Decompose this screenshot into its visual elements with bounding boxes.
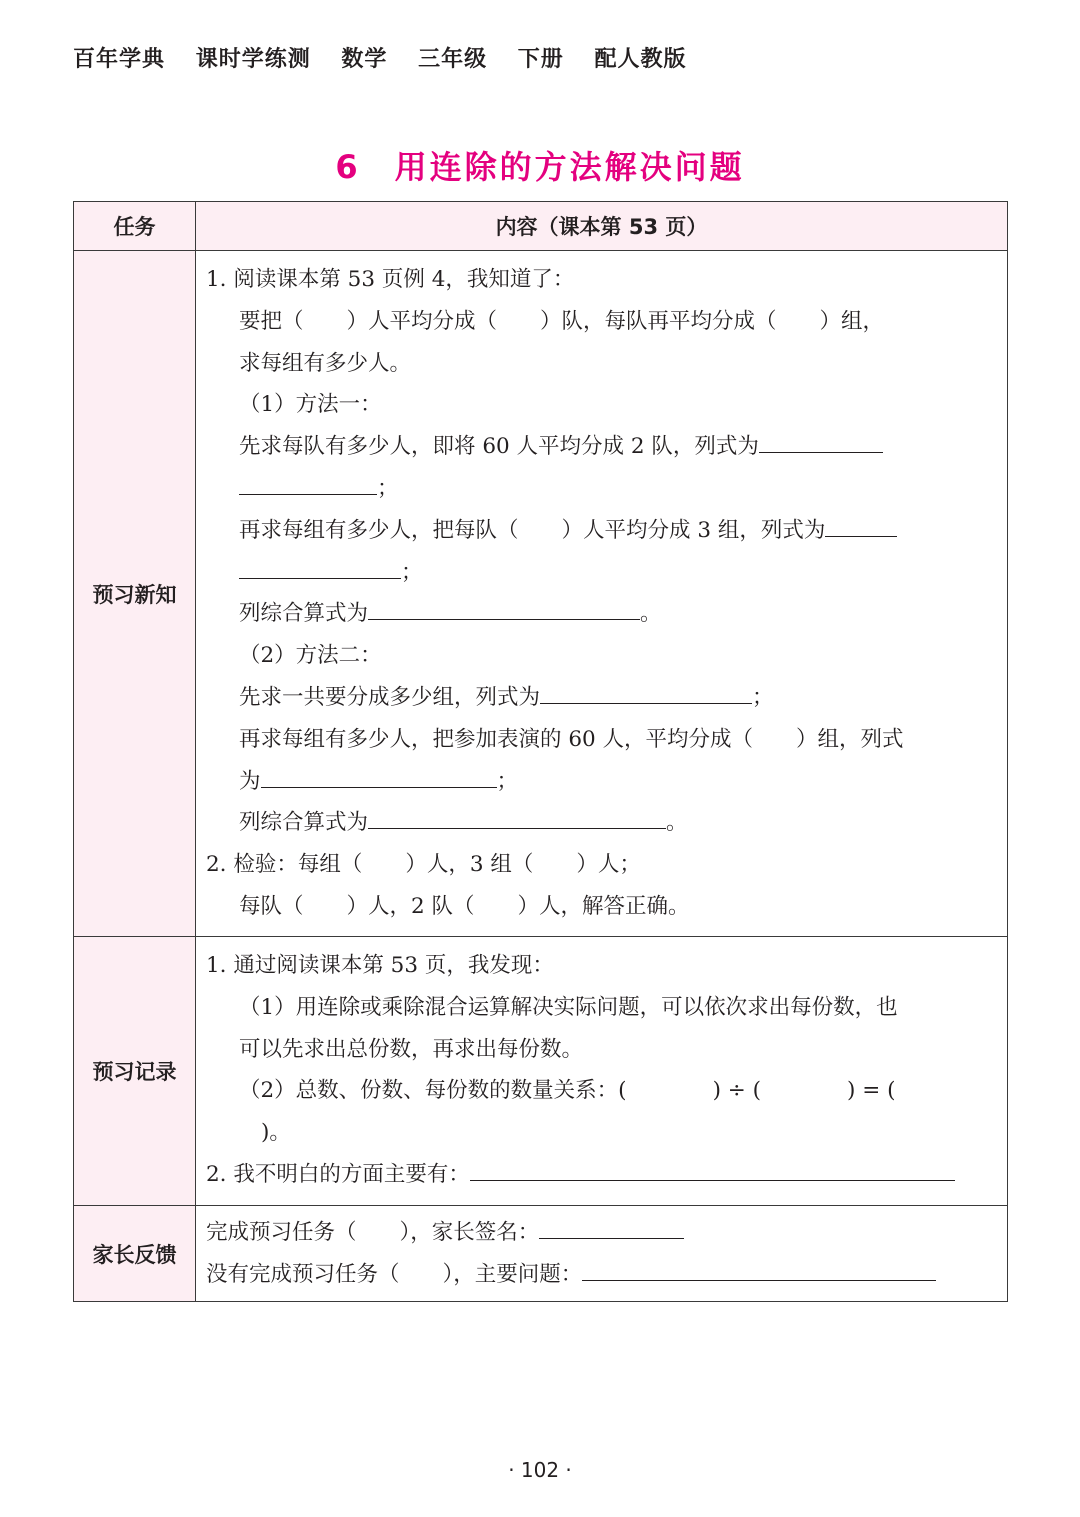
- header-grade: 三年级: [418, 47, 488, 72]
- record-finding-1: （1）用连除或乘除混合运算解决实际问题，可以依次求出每份数，也: [239, 994, 898, 1020]
- record-q2: 2. 我不明白的方面主要有：: [206, 1154, 997, 1196]
- q1-intro: 1. 阅读课本第 53 页例 4，我知道了：: [206, 267, 575, 292]
- section-preview-record: [74, 937, 1008, 1206]
- method-one-step2: 再求每组有多少人，把每队（ ）人平均分成 3 组，列式为: [206, 510, 997, 552]
- section-label-preview-record: 预习记录: [74, 937, 196, 1206]
- parent-feedback-content: [196, 1206, 1007, 1301]
- record-finding-1-cont: 可以先求出总份数，再求出每份数。: [239, 1036, 584, 1062]
- answer-blank[interactable]: [540, 677, 752, 704]
- method-two-heading: （2）方法二：: [239, 643, 382, 669]
- method-two-step1: 先求一共要分成多少组，列式为 ；: [206, 677, 997, 719]
- record-q1-intro: 1. 通过阅读课本第 53 页，我发现：: [206, 953, 554, 978]
- q2-check-team[interactable]: 每队（ ）人，2 队（ ）人，解答正确。: [239, 893, 690, 919]
- answer-blank[interactable]: [759, 426, 883, 453]
- section-label-parent-feedback: 家长反馈: [74, 1206, 196, 1302]
- answer-blank[interactable]: [239, 468, 377, 495]
- section-label-preview-new: 预习新知: [74, 251, 196, 937]
- section-parent-feedback: [74, 1206, 1008, 1302]
- record-relation[interactable]: （2）总数、份数、每份数的数量关系：( ) ÷ ( ) = (: [239, 1078, 896, 1104]
- answer-blank[interactable]: [261, 761, 497, 788]
- q2-check-group[interactable]: 2. 检验：每组（ ）人，3 组（ ）人；: [206, 852, 641, 878]
- q1-line-teams[interactable]: 要把（ ）人平均分成（ ）队，每队再平均分成（ ）组，: [239, 308, 885, 334]
- answer-blank[interactable]: [470, 1154, 955, 1181]
- section-preview-new: [74, 251, 1008, 937]
- answer-blank[interactable]: [239, 552, 401, 579]
- task-column-header: 任务: [74, 202, 196, 251]
- table-header-row: [74, 202, 1008, 251]
- q1-line-question: 求每组有多少人。: [239, 350, 412, 376]
- signature-blank[interactable]: [539, 1212, 684, 1239]
- preview-record-content: [196, 937, 1007, 1205]
- method-one-combined: 列综合算式为 。: [206, 593, 997, 635]
- method-one-heading: （1）方法一：: [239, 392, 382, 418]
- method-one-step2-cont: ；: [206, 552, 997, 594]
- answer-blank[interactable]: [825, 510, 897, 537]
- header-series: 百年学典: [73, 47, 166, 72]
- method-one-step1-cont: ；: [206, 468, 997, 510]
- book-header: [73, 42, 708, 73]
- problem-blank[interactable]: [582, 1254, 936, 1281]
- feedback-completed: 完成预习任务（ ），家长签名：: [206, 1212, 997, 1254]
- header-subject: 数学: [341, 47, 388, 72]
- lesson-title: [0, 142, 1080, 188]
- method-one-step1: 先求每队有多少人，即将 60 人平均分成 2 队，列式为: [206, 426, 997, 468]
- header-book: 课时学练测: [195, 47, 311, 72]
- content-column-header: 内容（课本第 53 页）: [196, 202, 1008, 251]
- method-two-step2-cont: 为 ；: [206, 761, 997, 803]
- header-volume: 下册: [517, 47, 564, 72]
- method-two-combined: 列综合算式为 。: [206, 802, 997, 844]
- page-number: · 102 ·: [508, 1458, 572, 1482]
- lesson-title-text: 用连除的方法解决问题: [394, 148, 745, 186]
- preview-new-content: [196, 251, 1007, 936]
- answer-blank[interactable]: [368, 593, 640, 620]
- lesson-number: 6: [335, 148, 361, 186]
- worksheet-table: [73, 201, 1008, 1302]
- feedback-not-completed: 没有完成预习任务（ ），主要问题：: [206, 1254, 997, 1296]
- header-edition: 配人教版: [594, 47, 687, 72]
- answer-blank[interactable]: [368, 802, 666, 829]
- record-relation-cont: )。: [261, 1120, 291, 1146]
- method-two-step2[interactable]: 再求每组有多少人，把参加表演的 60 人，平均分成（ ）组，列式: [239, 726, 904, 752]
